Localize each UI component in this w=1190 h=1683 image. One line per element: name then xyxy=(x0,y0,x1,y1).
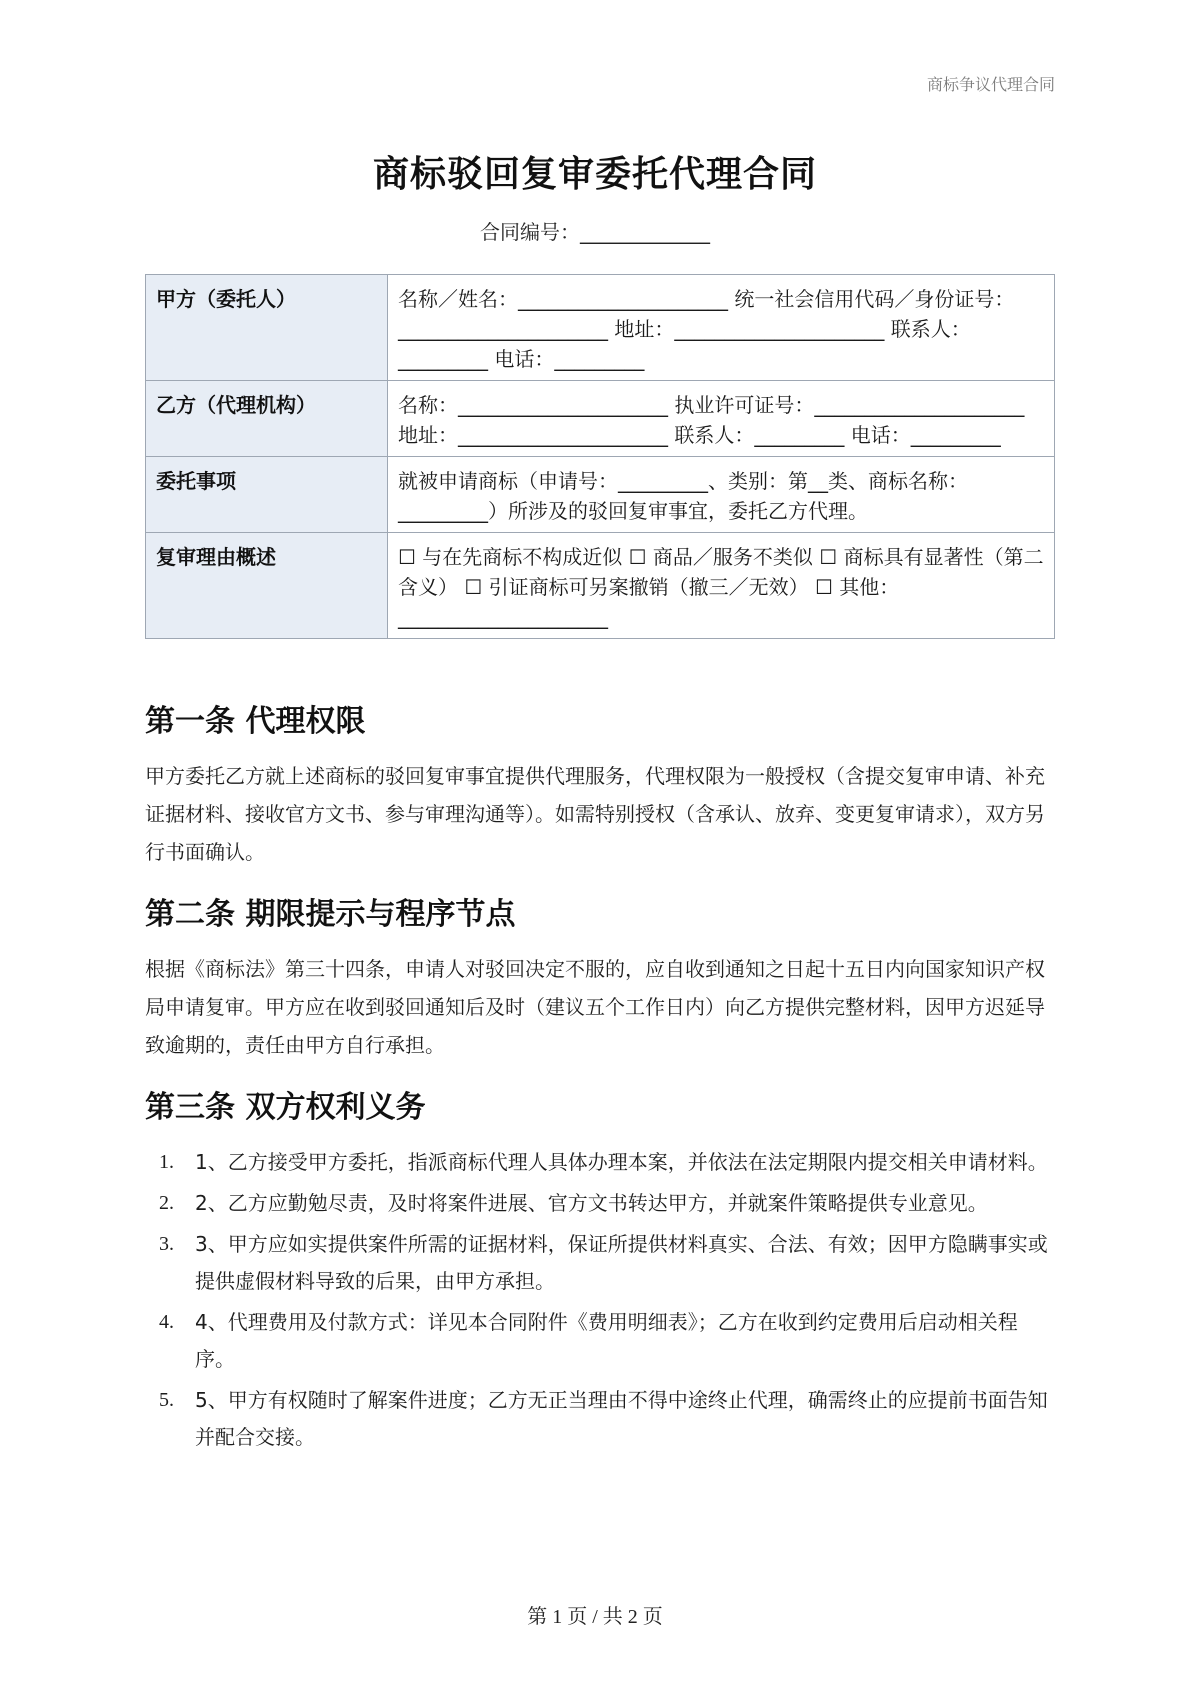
review-reasons-label: 复审理由概述 xyxy=(146,533,388,639)
party-a-value: 名称／姓名：_____________________ 统一社会信用代码／身份证号：_____________________ 地址：_____________________ 联系人：_________ 电话：_________ xyxy=(388,275,1055,381)
contract-number: 合同编号：_____________ xyxy=(480,220,710,244)
table-row xyxy=(146,457,1055,533)
list-item-number: 5. xyxy=(159,1389,174,1411)
list-item-number: 3. xyxy=(159,1233,174,1255)
list-item-text: 5、甲方有权随时了解案件进度；乙方无正当理由不得中途终止代理，确需终止的应提前书面告知并配合交接。 xyxy=(195,1388,1048,1449)
list-item xyxy=(145,1304,1057,1378)
list-item-number: 4. xyxy=(159,1311,174,1333)
review-reasons-value: ☐ 与在先商标不构成近似 ☐ 商品／服务不类似 ☐ 商标具有显著性（第二含义） ☐ 引证商标可另案撤销（撤三／无效） ☐ 其他：_____________________ xyxy=(388,533,1055,639)
document-title: 商标驳回复审委托代理合同 xyxy=(372,154,817,195)
table-row xyxy=(146,381,1055,457)
duties-list xyxy=(145,1144,1057,1456)
table-row xyxy=(146,275,1055,381)
party-b-label: 乙方（代理机构） xyxy=(146,381,388,457)
list-item xyxy=(145,1185,1057,1222)
parties-table xyxy=(145,274,1055,639)
entrusted-matter-label: 委托事项 xyxy=(146,457,388,533)
party-b-value: 名称：_____________________ 执业许可证号：_____________________ 地址：_____________________ 联系人：_________ 电话：_________ xyxy=(388,381,1055,457)
entrusted-matter-value: 就被申请商标（申请号：_________、类别：第__类、商标名称：_________）所涉及的驳回复审事宜，委托乙方代理。 xyxy=(388,457,1055,533)
section-heading-2: 第二条 期限提示与程序节点 xyxy=(145,897,516,932)
party-a-label: 甲方（委托人） xyxy=(146,275,388,381)
section-heading-1: 第一条 代理权限 xyxy=(145,704,366,739)
section-body-1: 甲方委托乙方就上述商标的驳回复审事宜提供代理服务，代理权限为一般授权（含提交复审申请、补充证据材料、接收官方文书、参与审理沟通等）。如需特别授权（含承认、放弃、变更复审请求），双方另行书面确认。 xyxy=(145,764,1045,864)
list-item-text: 4、代理费用及付款方式：详见本合同附件《费用明细表》；乙方在收到约定费用后启动相关程序。 xyxy=(195,1310,1018,1371)
list-item-text: 1、乙方接受甲方委托，指派商标代理人具体办理本案，并依法在法定期限内提交相关申请材料。 xyxy=(195,1150,1048,1174)
list-item xyxy=(145,1382,1057,1456)
table-row xyxy=(146,533,1055,639)
contract-body xyxy=(145,700,1057,1460)
list-item xyxy=(145,1226,1057,1300)
list-item-text: 2、乙方应勤勉尽责，及时将案件进展、官方文书转达甲方，并就案件策略提供专业意见。 xyxy=(195,1191,988,1215)
list-item xyxy=(145,1144,1057,1181)
section-heading-3: 第三条 双方权利义务 xyxy=(145,1090,426,1125)
section-body-2: 根据《商标法》第三十四条，申请人对驳回决定不服的，应自收到通知之日起十五日内向国家知识产权局申请复审。甲方应在收到驳回通知后及时（建议五个工作日内）向乙方提供完整材料，因甲方迟延导致逾期的，责任由甲方自行承担。 xyxy=(145,957,1045,1057)
list-item-text: 3、甲方应如实提供案件所需的证据材料，保证所提供材料真实、合法、有效；因甲方隐瞒事实或提供虚假材料导致的后果，由甲方承担。 xyxy=(195,1232,1048,1293)
page-number-footer: 第 1 页 / 共 2 页 xyxy=(527,1606,663,1628)
list-item-number: 1. xyxy=(159,1151,174,1173)
list-item-number: 2. xyxy=(159,1192,174,1214)
running-header: 商标争议代理合同 xyxy=(926,75,1055,94)
